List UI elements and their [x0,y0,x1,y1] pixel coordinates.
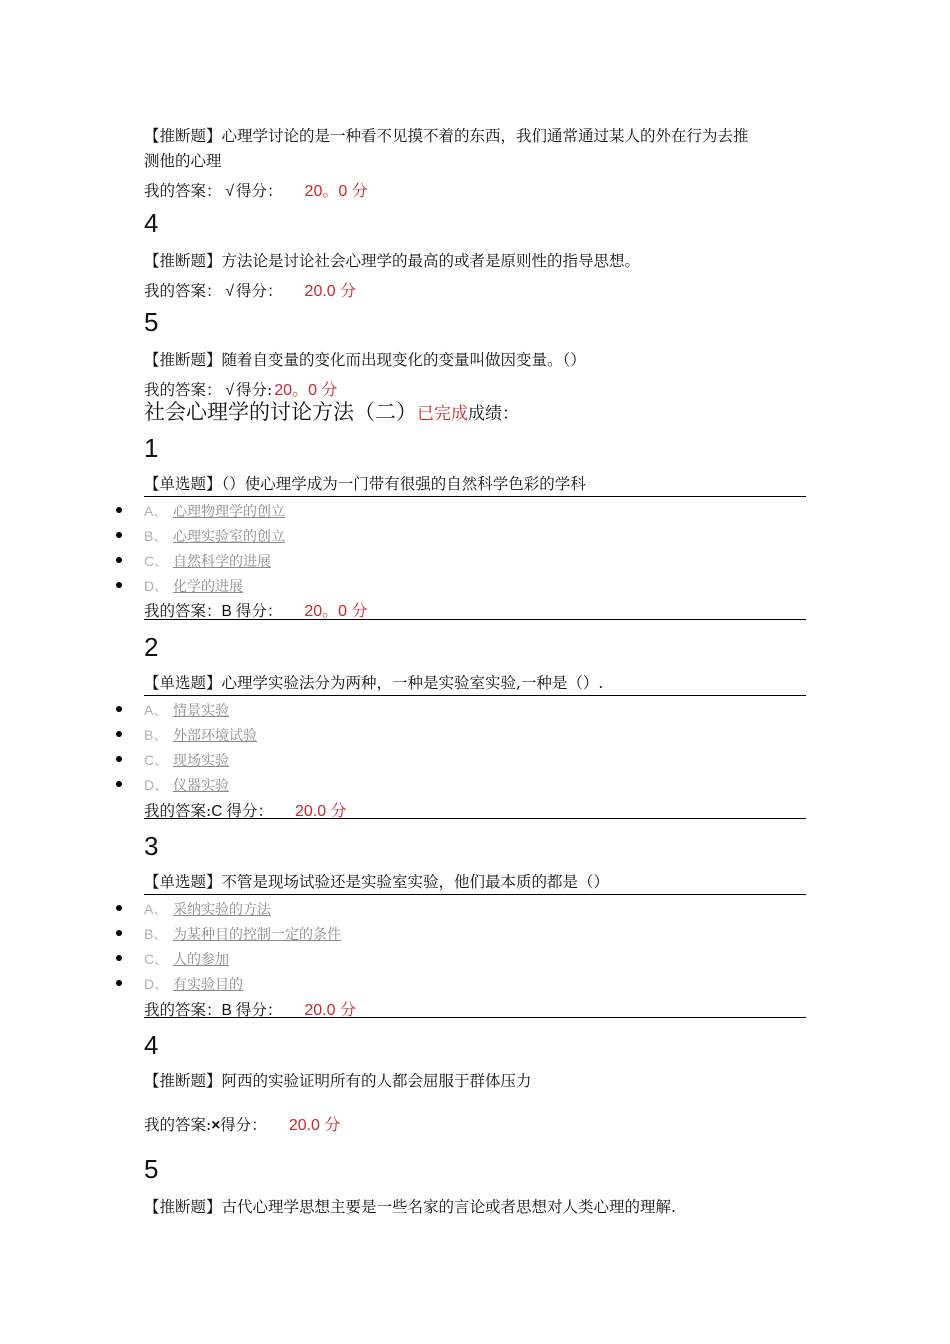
answer-row [144,278,356,301]
answer-value: C [211,803,223,820]
divider [144,619,806,620]
answer-label: 我的答案： [144,602,222,620]
score-label: 得分： [236,282,283,300]
check-mark-icon: √ [225,283,235,300]
bullet-icon [116,905,122,911]
option-link[interactable]: 仪器实验 [173,778,229,794]
section-title: 社会心理学的讨论方法（二） [144,400,417,424]
score-label: 得分： [220,1116,267,1134]
option-link[interactable]: 情景实验 [173,703,229,719]
score-value: 20。0 分 [304,183,368,200]
bullet-icon [116,532,122,538]
score-value: 20.0 分 [288,1117,341,1134]
bullet-icon [116,756,122,762]
bullet-icon [116,955,122,961]
section-heading [144,396,519,426]
bullet-icon [116,706,122,712]
divider [144,496,806,497]
score-label: 得分： [235,602,283,620]
question-text: 【单选题】（）使心理学成为一门带有很强的自然科学色彩的学科 [144,475,586,493]
option-link[interactable]: 外部环境试验 [173,728,257,744]
divider [144,818,806,819]
answer-row [144,1112,340,1135]
option-link[interactable]: 自然科学的进展 [173,554,271,570]
answer-row [144,598,368,621]
option-link[interactable]: 有实验目的 [173,977,243,993]
option-link[interactable]: 化学的进展 [173,579,243,595]
answer-value: B [221,603,232,620]
grade-label: 成绩： [468,404,519,424]
bullet-icon [116,781,122,787]
score-value: 20.0 分 [294,803,347,820]
question-text: 【单选题】心理学实验法分为两种，一种是实验室实验,一种是（）. [144,674,604,692]
divider [144,695,806,696]
score-label: 得分: [236,381,273,399]
score-value: 20.0 分 [304,1002,356,1019]
answer-label: 我的答案： [144,282,222,300]
bullet-icon [116,731,122,737]
option-link[interactable]: 人的参加 [173,952,229,968]
option-link[interactable]: 采纳实验的方法 [173,902,271,918]
question-text: 【单选题】不管是现场试验还是实验室实验，他们最本质的都是（） [144,873,610,891]
bullet-icon [116,507,122,513]
score-label: 得分： [235,1001,283,1019]
answer-label: 我的答案: [144,1116,212,1134]
question-number: 2 [144,632,159,662]
score-value: 20。0 分 [274,382,338,399]
check-mark-icon: √ [225,382,235,399]
question-number: 5 [144,307,159,337]
answer-label: 我的答案： [144,1001,222,1019]
score-value: 20。0 分 [304,603,368,620]
option-link[interactable]: 为某种目的控制一定的条件 [173,927,341,943]
score-value: 20.0 分 [304,283,357,300]
question-text: 【推断题】阿西的实验证明所有的人都会屈服于群体压力 [144,1072,532,1090]
question-number: 1 [144,433,159,463]
question-text: 【推断题】随着自变量的变化而出现变化的变量叫做因变量。（） [144,351,586,369]
question-text: 【推断题】心理学讨论的是一种看不见摸不着的东西，我们通常通过某人的外在行为去推 [144,127,749,145]
check-mark-icon: √ [225,183,235,200]
answer-row [144,178,368,201]
bullet-icon [116,930,122,936]
cross-mark-icon: × [211,1117,221,1134]
answer-label: 我的答案： [144,182,222,200]
answer-value: B [221,1002,232,1019]
question-number: 4 [144,208,159,238]
divider [144,1017,806,1018]
question-number: 4 [144,1030,159,1060]
answer-label: 我的答案： [144,381,222,399]
question-text-cont: 测他的心理 [144,152,222,170]
question-number: 3 [144,831,159,861]
score-label: 得分： [236,182,283,200]
bullet-icon [116,980,122,986]
bullet-icon [116,557,122,563]
question-text: 【推断题】方法论是讨论社会心理学的最高的或者是原则性的指导思想。 [144,252,641,270]
option-link[interactable]: 心理物理学的创立 [173,504,285,520]
score-label: 得分： [226,802,273,820]
option-link[interactable]: 现场实验 [173,753,229,769]
divider [144,894,806,895]
option-link[interactable]: 心理实验室的创立 [173,529,285,545]
answer-label: 我的答案: [144,802,212,820]
bullet-icon [116,582,122,588]
status-badge: 已完成 [417,404,468,424]
question-number: 5 [144,1154,159,1184]
question-text: 【推断题】古代心理学思想主要是一些名家的言论或者思想对人类心理的理解. [144,1198,676,1216]
